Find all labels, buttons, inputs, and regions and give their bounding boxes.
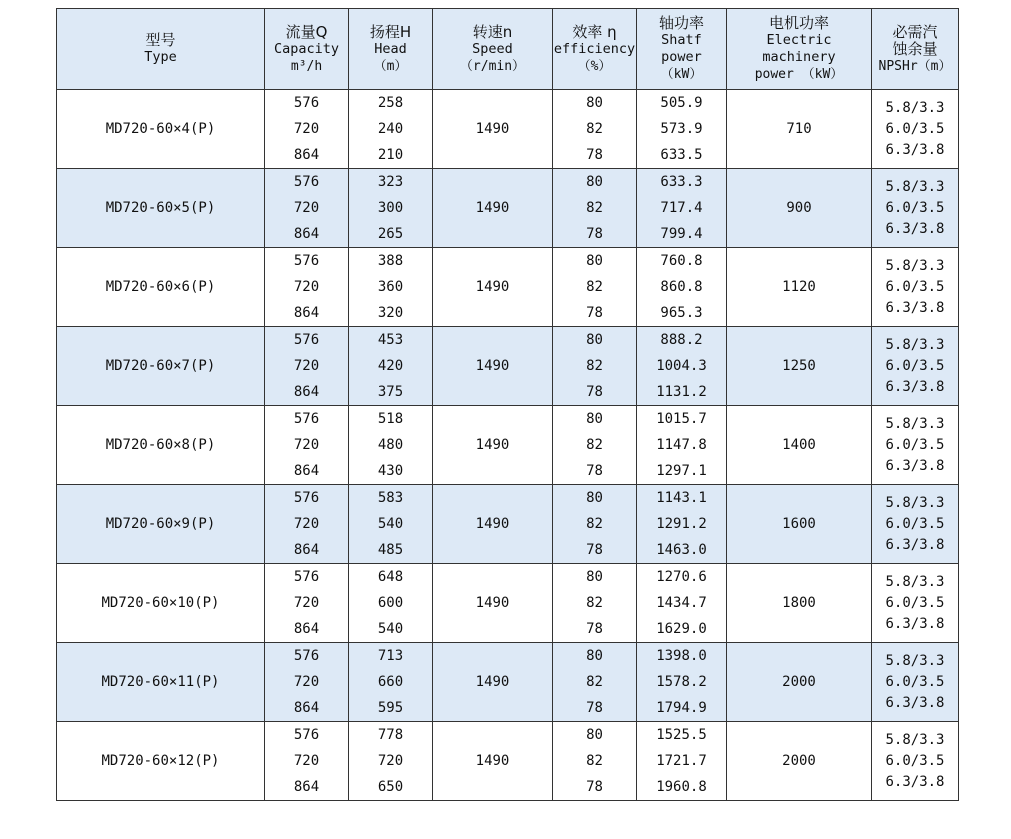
efficiency-cell-value: 78 xyxy=(586,463,603,479)
table-row xyxy=(57,485,959,564)
head-cell-value: 420 xyxy=(377,358,404,374)
header-head-unit: （m） xyxy=(373,58,408,74)
shaft-power-cell xyxy=(637,564,727,643)
npsh-cell-value: 5.8/3.3 xyxy=(885,257,945,274)
head-cell-value: 595 xyxy=(377,700,404,716)
header-efficiency-unit: （%） xyxy=(577,58,612,74)
head-cell-value: 518 xyxy=(377,411,404,427)
head-cell-value: 720 xyxy=(377,753,404,769)
table-row xyxy=(57,90,959,169)
capacity-cell-stack xyxy=(265,327,348,405)
efficiency-cell-stack xyxy=(553,564,636,642)
speed-cell: 1490 xyxy=(433,90,553,169)
efficiency-cell-value: 78 xyxy=(586,621,603,637)
head-cell xyxy=(349,169,433,248)
shaft-power-cell-stack xyxy=(637,564,726,642)
speed-cell: 1490 xyxy=(433,643,553,722)
header-speed-en: Speed xyxy=(472,40,513,57)
table-row xyxy=(57,248,959,327)
shaft-power-cell-stack xyxy=(637,90,726,168)
table-row xyxy=(57,722,959,801)
npsh-cell-value: 6.3/3.8 xyxy=(885,773,945,790)
head-cell-stack xyxy=(349,406,432,484)
shaft-power-cell-value: 1434.7 xyxy=(656,595,707,611)
table-row xyxy=(57,327,959,406)
efficiency-cell-stack xyxy=(553,406,636,484)
npsh-cell xyxy=(872,406,959,485)
shaft-power-cell xyxy=(637,169,727,248)
shaft-power-cell-value: 760.8 xyxy=(660,253,703,269)
efficiency-cell-value: 82 xyxy=(586,121,603,137)
head-cell xyxy=(349,643,433,722)
head-cell xyxy=(349,248,433,327)
capacity-cell-value: 576 xyxy=(293,727,320,743)
npsh-cell xyxy=(872,169,959,248)
head-cell-value: 360 xyxy=(377,279,404,295)
efficiency-cell-stack xyxy=(553,248,636,326)
efficiency-cell xyxy=(553,90,637,169)
npsh-cell-value: 6.0/3.5 xyxy=(885,278,945,295)
shaft-power-cell-value: 1004.3 xyxy=(656,358,707,374)
npsh-cell-value: 5.8/3.3 xyxy=(885,652,945,669)
capacity-cell xyxy=(265,90,349,169)
head-cell-stack xyxy=(349,643,432,721)
capacity-cell-stack xyxy=(265,406,348,484)
shaft-power-cell-value: 1525.5 xyxy=(656,727,707,743)
efficiency-cell-value: 78 xyxy=(586,226,603,242)
efficiency-cell-value: 80 xyxy=(586,332,603,348)
npsh-cell-stack xyxy=(872,327,958,405)
shaft-power-cell-value: 1131.2 xyxy=(656,384,707,400)
npsh-cell-value: 5.8/3.3 xyxy=(885,99,945,116)
capacity-cell-stack xyxy=(265,564,348,642)
head-cell-stack xyxy=(349,485,432,563)
header-type xyxy=(57,9,265,90)
npsh-cell-value: 6.0/3.5 xyxy=(885,436,945,453)
motor-power-cell: 710 xyxy=(727,90,872,169)
npsh-cell-value: 6.0/3.5 xyxy=(885,120,945,137)
npsh-cell-value: 5.8/3.3 xyxy=(885,178,945,195)
shaft-power-cell-stack xyxy=(637,722,726,800)
efficiency-cell-value: 80 xyxy=(586,490,603,506)
capacity-cell-value: 864 xyxy=(293,700,320,716)
model-cell: MD720-60×12(P) xyxy=(57,722,265,801)
npsh-cell xyxy=(872,90,959,169)
npsh-cell-stack xyxy=(872,406,958,484)
efficiency-cell xyxy=(553,327,637,406)
capacity-cell-value: 864 xyxy=(293,542,320,558)
shaft-power-cell-value: 1629.0 xyxy=(656,621,707,637)
head-cell-value: 600 xyxy=(377,595,404,611)
head-cell-stack xyxy=(349,169,432,247)
header-type-zh: 型号 xyxy=(145,31,176,49)
header-type-en: Type xyxy=(144,49,177,65)
head-cell xyxy=(349,327,433,406)
shaft-power-cell-stack xyxy=(637,169,726,247)
shaft-power-cell-stack xyxy=(637,248,726,326)
head-cell xyxy=(349,90,433,169)
npsh-cell xyxy=(872,643,959,722)
head-cell-value: 660 xyxy=(377,674,404,690)
shaft-power-cell xyxy=(637,485,727,564)
efficiency-cell-value: 82 xyxy=(586,516,603,532)
shaft-power-cell-value: 633.3 xyxy=(660,174,703,190)
npsh-cell-value: 5.8/3.3 xyxy=(885,731,945,748)
efficiency-cell xyxy=(553,643,637,722)
capacity-cell-value: 576 xyxy=(293,253,320,269)
efficiency-cell-value: 82 xyxy=(586,595,603,611)
header-npsh xyxy=(872,9,959,90)
npsh-cell-stack xyxy=(872,169,958,247)
capacity-cell xyxy=(265,406,349,485)
efficiency-cell-value: 78 xyxy=(586,384,603,400)
efficiency-cell-stack xyxy=(553,643,636,721)
header-shaft-power-en: Shatf power xyxy=(661,32,702,65)
speed-cell: 1490 xyxy=(433,327,553,406)
npsh-cell-stack xyxy=(872,485,958,563)
capacity-cell-value: 576 xyxy=(293,411,320,427)
npsh-cell-stack xyxy=(872,248,958,326)
efficiency-cell-stack xyxy=(553,327,636,405)
shaft-power-cell-value: 573.9 xyxy=(660,121,703,137)
header-efficiency-en: efficiency xyxy=(553,40,636,57)
table-row xyxy=(57,564,959,643)
capacity-cell-value: 864 xyxy=(293,384,320,400)
speed-cell: 1490 xyxy=(433,485,553,564)
header-speed-unit: （r/min） xyxy=(459,58,526,74)
efficiency-cell-value: 82 xyxy=(586,358,603,374)
shaft-power-cell xyxy=(637,90,727,169)
capacity-cell-value: 720 xyxy=(293,358,320,374)
capacity-cell-value: 720 xyxy=(293,200,320,216)
npsh-cell-value: 6.0/3.5 xyxy=(885,752,945,769)
npsh-cell-value: 6.3/3.8 xyxy=(885,536,945,553)
head-cell xyxy=(349,485,433,564)
header-electric-power-unit: power （kW） xyxy=(754,67,844,82)
model-cell: MD720-60×10(P) xyxy=(57,564,265,643)
shaft-power-cell-stack xyxy=(637,327,726,405)
capacity-cell-stack xyxy=(265,485,348,563)
shaft-power-cell xyxy=(637,406,727,485)
model-cell: MD720-60×4(P) xyxy=(57,90,265,169)
capacity-cell xyxy=(265,248,349,327)
efficiency-cell-value: 82 xyxy=(586,674,603,690)
head-cell-value: 713 xyxy=(377,648,404,664)
head-cell-value: 375 xyxy=(377,384,404,400)
capacity-cell-value: 720 xyxy=(293,279,320,295)
head-cell xyxy=(349,722,433,801)
shaft-power-cell-stack xyxy=(637,485,726,563)
speed-cell: 1490 xyxy=(433,564,553,643)
npsh-cell xyxy=(872,564,959,643)
npsh-cell-value: 5.8/3.3 xyxy=(885,336,945,353)
efficiency-cell xyxy=(553,169,637,248)
shaft-power-cell xyxy=(637,327,727,406)
capacity-cell-value: 576 xyxy=(293,174,320,190)
shaft-power-cell-value: 505.9 xyxy=(660,95,703,111)
efficiency-cell-value: 80 xyxy=(586,95,603,111)
efficiency-cell-value: 82 xyxy=(586,437,603,453)
capacity-cell-value: 720 xyxy=(293,753,320,769)
efficiency-cell-value: 78 xyxy=(586,147,603,163)
speed-cell: 1490 xyxy=(433,406,553,485)
motor-power-cell: 1800 xyxy=(727,564,872,643)
capacity-cell-value: 864 xyxy=(293,226,320,242)
header-shaft-power-zh: 轴功率 xyxy=(658,14,704,32)
shaft-power-cell-value: 1297.1 xyxy=(656,463,707,479)
npsh-cell-value: 6.3/3.8 xyxy=(885,299,945,316)
efficiency-cell-value: 82 xyxy=(586,200,603,216)
capacity-cell-value: 864 xyxy=(293,779,320,795)
shaft-power-cell-value: 888.2 xyxy=(660,332,703,348)
capacity-cell-value: 864 xyxy=(293,147,320,163)
header-capacity-unit: m³/h xyxy=(290,58,323,74)
header-head-zh: 扬程H xyxy=(369,22,412,41)
capacity-cell xyxy=(265,485,349,564)
head-cell-stack xyxy=(349,722,432,800)
npsh-cell-value: 6.0/3.5 xyxy=(885,357,945,374)
shaft-power-cell-value: 1794.9 xyxy=(656,700,707,716)
head-cell-value: 453 xyxy=(377,332,404,348)
capacity-cell xyxy=(265,564,349,643)
capacity-cell-value: 864 xyxy=(293,621,320,637)
efficiency-cell-stack xyxy=(553,169,636,247)
head-cell-value: 650 xyxy=(377,779,404,795)
header-head xyxy=(349,9,433,90)
npsh-cell-value: 6.3/3.8 xyxy=(885,220,945,237)
capacity-cell-stack xyxy=(265,248,348,326)
header-shaft-power xyxy=(637,9,727,90)
head-cell xyxy=(349,406,433,485)
capacity-cell-value: 720 xyxy=(293,437,320,453)
npsh-cell-value: 6.0/3.5 xyxy=(885,199,945,216)
npsh-cell-value: 6.0/3.5 xyxy=(885,673,945,690)
capacity-cell-value: 720 xyxy=(293,516,320,532)
head-cell-stack xyxy=(349,248,432,326)
capacity-cell-stack xyxy=(265,643,348,721)
npsh-cell xyxy=(872,485,959,564)
head-cell-value: 485 xyxy=(377,542,404,558)
capacity-cell-value: 576 xyxy=(293,332,320,348)
header-shaft-power-unit: （kW） xyxy=(660,67,703,82)
shaft-power-cell-value: 1578.2 xyxy=(656,674,707,690)
header-efficiency-zh: 效率 η xyxy=(572,22,617,41)
capacity-cell-stack xyxy=(265,169,348,247)
capacity-cell xyxy=(265,169,349,248)
npsh-cell-stack xyxy=(872,722,958,800)
header-speed xyxy=(433,9,553,90)
head-cell-value: 210 xyxy=(377,147,404,163)
shaft-power-cell-value: 1291.2 xyxy=(656,516,707,532)
capacity-cell xyxy=(265,327,349,406)
npsh-cell xyxy=(872,327,959,406)
npsh-cell-value: 6.0/3.5 xyxy=(885,594,945,611)
header-npsh-en: NPSHr（m） xyxy=(878,58,952,74)
capacity-cell-stack xyxy=(265,722,348,800)
shaft-power-cell-value: 633.5 xyxy=(660,147,703,163)
npsh-cell-value: 6.3/3.8 xyxy=(885,694,945,711)
head-cell-value: 648 xyxy=(377,569,404,585)
efficiency-cell-value: 80 xyxy=(586,569,603,585)
efficiency-cell-value: 80 xyxy=(586,411,603,427)
efficiency-cell xyxy=(553,248,637,327)
head-cell-value: 430 xyxy=(377,463,404,479)
head-cell-value: 583 xyxy=(377,490,404,506)
shaft-power-cell-stack xyxy=(637,643,726,721)
shaft-power-cell-value: 965.3 xyxy=(660,305,703,321)
efficiency-cell-value: 78 xyxy=(586,700,603,716)
npsh-cell-value: 5.8/3.3 xyxy=(885,494,945,511)
head-cell-value: 258 xyxy=(377,95,404,111)
model-cell: MD720-60×7(P) xyxy=(57,327,265,406)
capacity-cell-value: 720 xyxy=(293,674,320,690)
header-efficiency xyxy=(553,9,637,90)
header-electric-power-zh: 电机功率 xyxy=(768,14,829,32)
npsh-cell-value: 5.8/3.3 xyxy=(885,573,945,590)
efficiency-cell-value: 80 xyxy=(586,174,603,190)
header-capacity xyxy=(265,9,349,90)
header-npsh-zh2: 蚀余量 xyxy=(892,39,938,58)
capacity-cell-value: 864 xyxy=(293,463,320,479)
motor-power-cell: 900 xyxy=(727,169,872,248)
efficiency-cell xyxy=(553,722,637,801)
motor-power-cell: 1250 xyxy=(727,327,872,406)
head-cell-value: 323 xyxy=(377,174,404,190)
npsh-cell-value: 6.3/3.8 xyxy=(885,141,945,158)
header-speed-zh: 转速n xyxy=(472,22,513,41)
capacity-cell-value: 576 xyxy=(293,569,320,585)
efficiency-cell xyxy=(553,406,637,485)
motor-power-cell: 1400 xyxy=(727,406,872,485)
npsh-cell-stack xyxy=(872,564,958,642)
efficiency-cell-value: 82 xyxy=(586,279,603,295)
model-cell: MD720-60×9(P) xyxy=(57,485,265,564)
head-cell-value: 388 xyxy=(377,253,404,269)
motor-power-cell: 2000 xyxy=(727,643,872,722)
shaft-power-cell xyxy=(637,643,727,722)
model-cell: MD720-60×11(P) xyxy=(57,643,265,722)
head-cell-value: 300 xyxy=(377,200,404,216)
npsh-cell-value: 6.0/3.5 xyxy=(885,515,945,532)
efficiency-cell-value: 80 xyxy=(586,727,603,743)
head-cell-value: 540 xyxy=(377,516,404,532)
efficiency-cell xyxy=(553,485,637,564)
npsh-cell-value: 6.3/3.8 xyxy=(885,615,945,632)
npsh-cell-stack xyxy=(872,90,958,168)
speed-cell: 1490 xyxy=(433,248,553,327)
npsh-cell-stack xyxy=(872,643,958,721)
capacity-cell xyxy=(265,722,349,801)
shaft-power-cell-stack xyxy=(637,406,726,484)
head-cell xyxy=(349,564,433,643)
head-cell-stack xyxy=(349,90,432,168)
shaft-power-cell-value: 1143.1 xyxy=(656,490,707,506)
shaft-power-cell-value: 1147.8 xyxy=(656,437,707,453)
capacity-cell-value: 720 xyxy=(293,595,320,611)
model-cell: MD720-60×6(P) xyxy=(57,248,265,327)
shaft-power-cell xyxy=(637,722,727,801)
table-header-row xyxy=(57,9,959,90)
motor-power-cell: 2000 xyxy=(727,722,872,801)
shaft-power-cell xyxy=(637,248,727,327)
efficiency-cell-value: 80 xyxy=(586,253,603,269)
efficiency-cell-value: 82 xyxy=(586,753,603,769)
table-row xyxy=(57,169,959,248)
speed-cell: 1490 xyxy=(433,169,553,248)
npsh-cell-value: 6.3/3.8 xyxy=(885,457,945,474)
efficiency-cell-stack xyxy=(553,722,636,800)
head-cell-value: 540 xyxy=(377,621,404,637)
capacity-cell-value: 576 xyxy=(293,648,320,664)
header-head-en: Head xyxy=(374,40,407,57)
capacity-cell-value: 576 xyxy=(293,490,320,506)
shaft-power-cell-value: 860.8 xyxy=(660,279,703,295)
header-capacity-en: Capacity xyxy=(273,40,340,57)
efficiency-cell-value: 78 xyxy=(586,542,603,558)
head-cell-value: 320 xyxy=(377,305,404,321)
motor-power-cell: 1120 xyxy=(727,248,872,327)
capacity-cell-value: 864 xyxy=(293,305,320,321)
pump-spec-table xyxy=(56,8,959,801)
shaft-power-cell-value: 1270.6 xyxy=(656,569,707,585)
npsh-cell xyxy=(872,722,959,801)
model-cell: MD720-60×8(P) xyxy=(57,406,265,485)
npsh-cell-value: 5.8/3.3 xyxy=(885,415,945,432)
table-row xyxy=(57,643,959,722)
header-npsh-zh: 必需汽 xyxy=(892,22,938,41)
capacity-cell-stack xyxy=(265,90,348,168)
shaft-power-cell-value: 1015.7 xyxy=(656,411,707,427)
efficiency-cell-value: 78 xyxy=(586,305,603,321)
efficiency-cell-stack xyxy=(553,485,636,563)
efficiency-cell-stack xyxy=(553,90,636,168)
shaft-power-cell-value: 717.4 xyxy=(660,200,703,216)
shaft-power-cell-value: 1463.0 xyxy=(656,542,707,558)
shaft-power-cell-value: 1721.7 xyxy=(656,753,707,769)
shaft-power-cell-value: 799.4 xyxy=(660,226,703,242)
efficiency-cell xyxy=(553,564,637,643)
shaft-power-cell-value: 1398.0 xyxy=(656,648,707,664)
npsh-cell-value: 6.3/3.8 xyxy=(885,378,945,395)
head-cell-value: 240 xyxy=(377,121,404,137)
efficiency-cell-value: 80 xyxy=(586,648,603,664)
head-cell-value: 778 xyxy=(377,727,404,743)
header-electric-power xyxy=(727,9,872,90)
npsh-cell xyxy=(872,248,959,327)
table-row xyxy=(57,406,959,485)
head-cell-stack xyxy=(349,564,432,642)
speed-cell: 1490 xyxy=(433,722,553,801)
model-cell: MD720-60×5(P) xyxy=(57,169,265,248)
capacity-cell-value: 720 xyxy=(293,121,320,137)
capacity-cell-value: 576 xyxy=(293,95,320,111)
head-cell-value: 480 xyxy=(377,437,404,453)
motor-power-cell: 1600 xyxy=(727,485,872,564)
header-electric-power-en: Electric machinery xyxy=(762,32,836,65)
shaft-power-cell-value: 1960.8 xyxy=(656,779,707,795)
header-capacity-zh: 流量Q xyxy=(285,22,328,41)
capacity-cell xyxy=(265,643,349,722)
head-cell-stack xyxy=(349,327,432,405)
efficiency-cell-value: 78 xyxy=(586,779,603,795)
head-cell-value: 265 xyxy=(377,226,404,242)
